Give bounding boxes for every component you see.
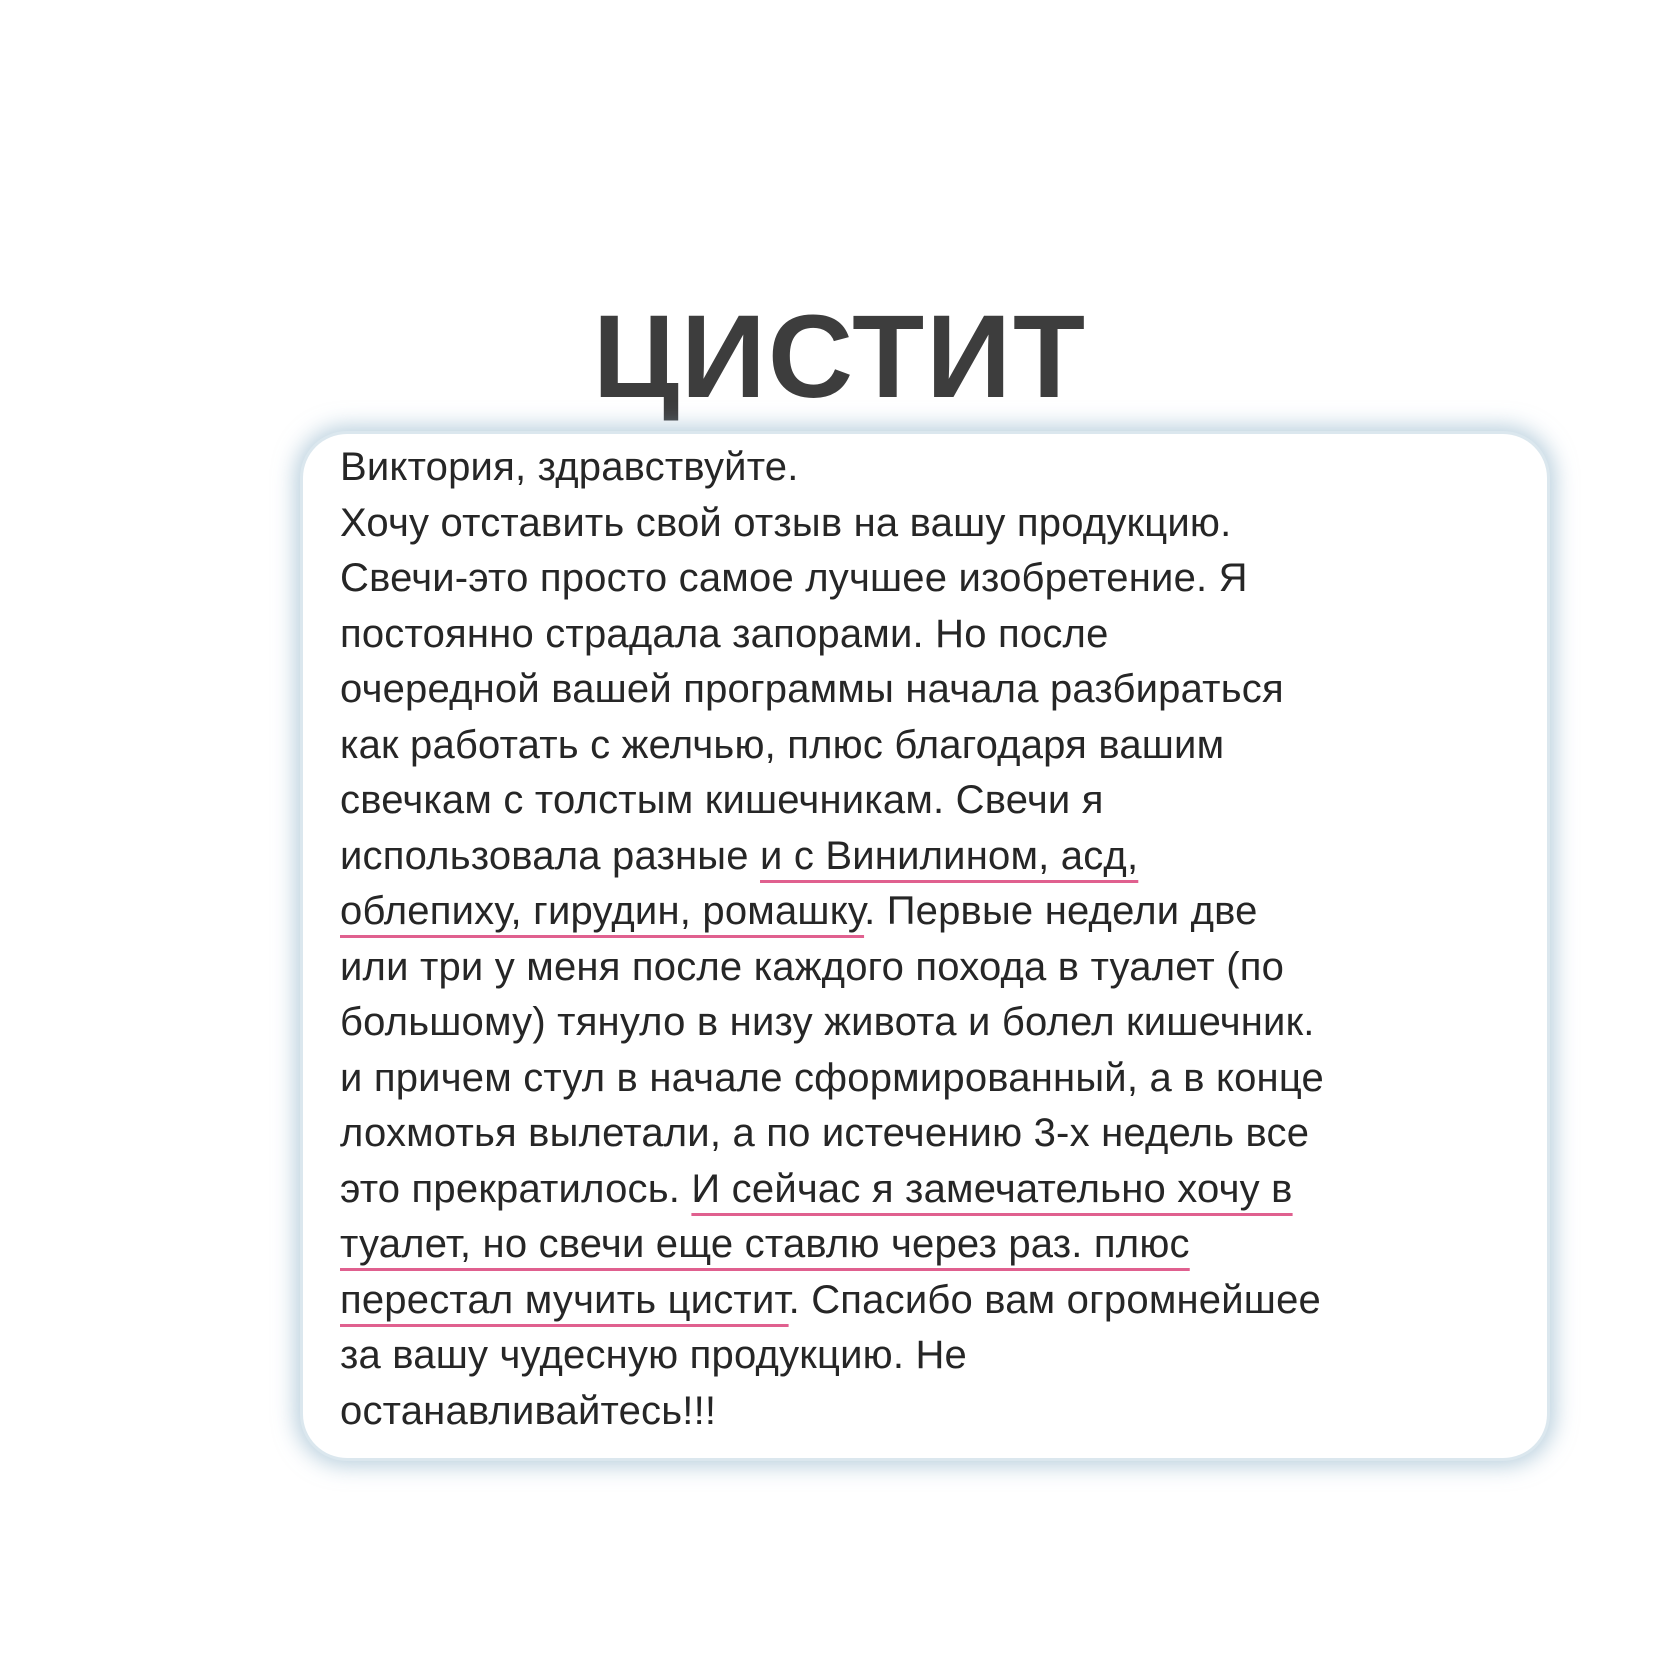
review-line: лохмотья вылетали, а по истечению 3-х недель все	[340, 1111, 1310, 1155]
review-line: Виктория, здравствуйте.	[340, 445, 799, 489]
review-line: это прекратилось. И сейчас я замечательно хочу в	[340, 1166, 1293, 1211]
review-line	[340, 1217, 1530, 1273]
page-title: ЦИСТИТ	[592, 291, 1088, 423]
review-line: или три у меня после каждого похода в туалет (по	[340, 944, 1285, 989]
review-line: большому) тянуло в низу живота и болел кишечник.	[340, 1000, 1315, 1044]
review-text	[340, 440, 1530, 1439]
review-line: Свечи-это просто самое лучшее изобретение. Я	[340, 556, 1248, 600]
review-line: Хочу отставить свой отзыв на вашу продукцию.	[340, 500, 1232, 545]
review-line: и причем стул в начале сформированный, а в конце	[340, 1055, 1324, 1100]
highlighted-text: туалет, но свечи еще ставлю через раз. плюс	[340, 1222, 1190, 1266]
highlighted-text: И сейчас я замечательно хочу в	[691, 1166, 1293, 1211]
review-line: свечкам с толстым кишечникам. Свечи я	[340, 778, 1104, 822]
highlighted-text: облепиху, гирудин, ромашку	[340, 889, 865, 933]
review-line: облепиху, гирудин, ромашку. Первые недели две	[340, 889, 1258, 933]
highlighted-text: перестал мучить цистит	[340, 1277, 789, 1322]
highlighted-text: и с Винилином, асд,	[760, 833, 1139, 878]
review-line: останавливайтесь!!!	[340, 1388, 717, 1433]
review-line: как работать с желчью, плюс благодаря вашим	[340, 722, 1225, 767]
review-line: перестал мучить цистит. Спасибо вам огромнейшее	[340, 1277, 1321, 1322]
review-line: за вашу чудесную продукцию. Не	[340, 1333, 967, 1377]
review-card	[303, 434, 1547, 1458]
review-line: очередной вашей программы начала разбираться	[340, 667, 1284, 711]
review-line: использовала разные и с Винилином, асд,	[340, 833, 1139, 878]
review-line: постоянно страдала запорами. Но после	[340, 611, 1109, 656]
